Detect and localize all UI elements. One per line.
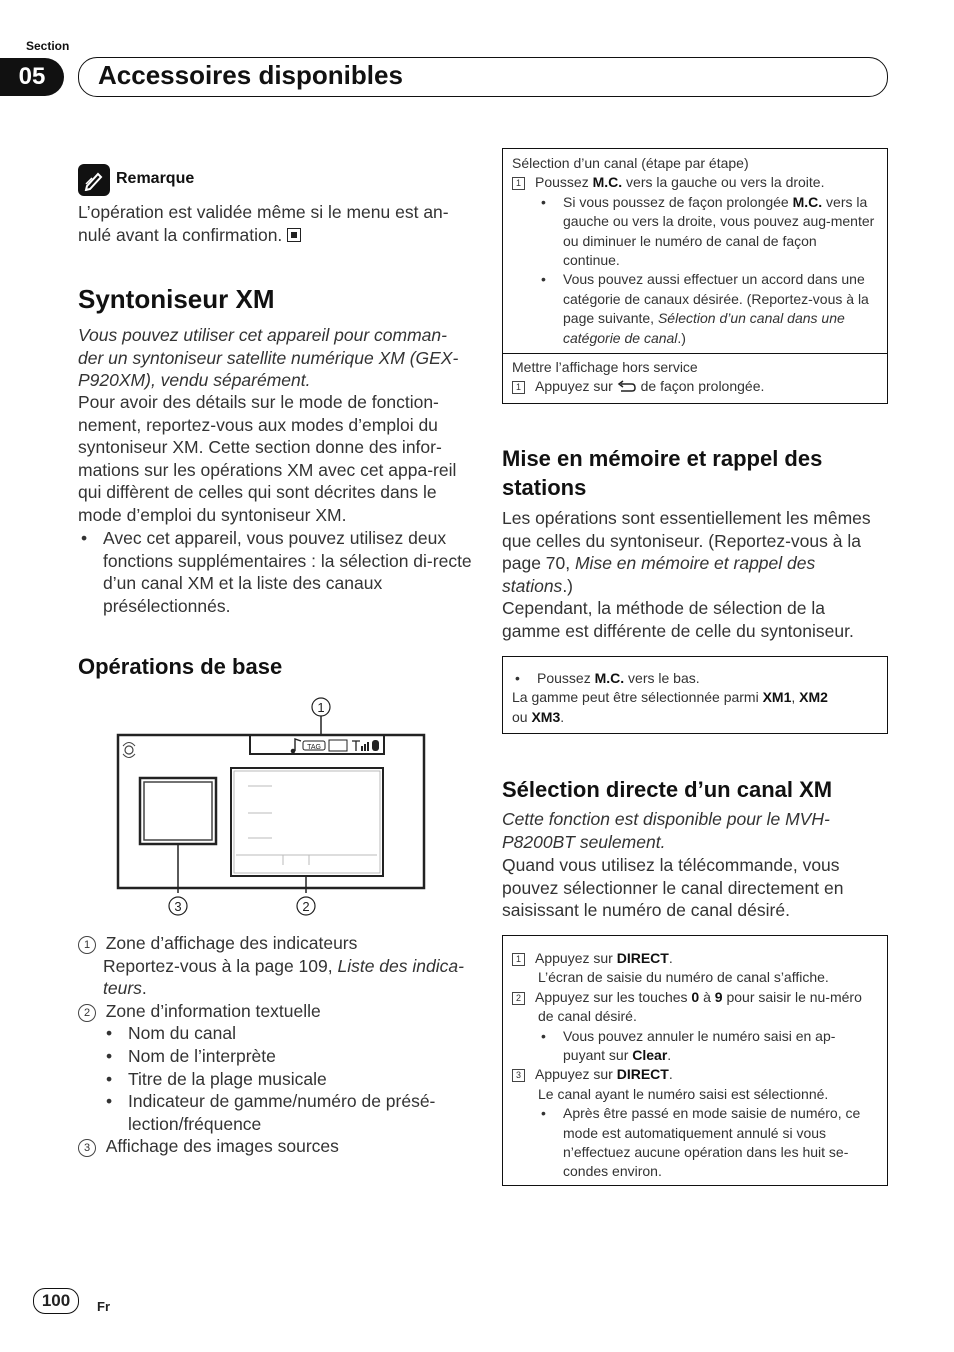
step-1: 1 Appuyez sur de façon prolongée. <box>512 377 876 398</box>
legend-number: 2 <box>78 1004 96 1022</box>
back-arrow-icon <box>617 379 637 398</box>
list-item: • Titre de la plage musicale <box>103 1068 468 1091</box>
intro-text: Pour avoir des détails sur le mode de fonction-nement, reportez-vous aux modes d’emploi du syntoniseur XM. Cette section donne des infor-mations sur les opérations XM avec cet appa-reil qui diffèrent de celles qui sont décrites dans le mode d’emploi du syntoniseur XM. <box>78 392 457 525</box>
step-bullet: • Après être passé en mode saisie de numéro, ce mode est automatiquement annulé si vous n’effectuez aucune opération dans les huit se-condes environ. <box>538 1104 876 1182</box>
signal-icon <box>352 740 379 751</box>
legend-item-1-reference: Reportez-vous à la page 109, Liste des indica-teurs. <box>103 955 464 999</box>
step-bullet: • Vous pouvez annuler le numéro saisi en ap-puyant sur Clear. <box>538 1027 876 1066</box>
legend-item-3: 3 Affichage des images sources <box>78 1135 468 1158</box>
procedure-box-band <box>502 656 888 734</box>
step-bullet: • Si vous poussez de façon prolongée M.C. vers la gauche ou vers la droite, vous pouvez aug-menter ou diminuer le numéro de canal de façon continue. <box>538 193 876 271</box>
subsection-title-memory: Mise en mémoire et rappel des stations <box>502 446 823 500</box>
direct-italic: Cette fonction est disponible pour le MVH-P8200BT seulement. <box>502 809 830 852</box>
list-item: • Nom de l’interprète <box>103 1045 468 1068</box>
xm-logo-icon <box>123 743 135 758</box>
subsection-title-operations: Opérations de base <box>78 654 283 679</box>
list-item: • Nom du canal <box>103 1022 468 1045</box>
subsection-title-direct: Sélection directe d’un canal XM <box>502 777 833 802</box>
callout-3: 3 <box>174 899 182 914</box>
step-bullet: • Poussez M.C. vers le bas. <box>512 669 876 688</box>
end-mark-icon <box>287 228 301 242</box>
callout-1: 1 <box>317 700 325 715</box>
page-number: 100 <box>33 1288 79 1314</box>
procedure-box-channel <box>502 148 888 404</box>
note-title: Remarque <box>116 170 195 187</box>
legend-number: 1 <box>78 936 96 954</box>
memory-paragraph-2: Cependant, la méthode de sélection de la gamme est différente de celle du syntoniseur. <box>502 598 854 641</box>
section-title: Accessoires disponibles <box>98 60 403 90</box>
legend-item-1: 1 Zone d’affichage des indicateurs <box>78 932 468 955</box>
band-options: La gamme peut être sélectionnée parmi XM1, XM2 ou XM3. <box>512 689 828 725</box>
step-bullet: • Vous pouvez aussi effectuer un accord dans une catégorie de canaux désirée. (Reportez-vous à la page suivante, Sélection d’un canal dans une catégorie de canal.) <box>538 270 876 348</box>
display-diagram <box>115 695 430 925</box>
step-1: 1 Appuyez sur DIRECT. <box>512 949 876 968</box>
step-1-result: L’écran de saisie du numéro de canal s’affiche. <box>538 969 829 986</box>
section-label: Section <box>26 39 70 53</box>
intro-bullet: • Avec cet appareil, vous pouvez utilisez deux fonctions supplémentaires : la sélection di-recte d’un canal XM et la liste des canaux présélectionnés. <box>78 527 493 617</box>
section-number: 05 <box>0 58 64 96</box>
intro-italic: Vous pouvez utiliser cet appareil pour comman-der un syntoniseur satellite numérique XM (GEX-P920XM), vendu séparément. <box>78 325 459 391</box>
pencil-icon <box>78 164 110 196</box>
legend-number: 3 <box>78 1139 96 1157</box>
box-heading: Sélection d’un canal (étape par étape) <box>512 155 749 171</box>
step-1: 1 Poussez M.C. vers la gauche ou vers la droite. <box>512 173 876 192</box>
procedure-box-direct <box>502 935 888 1186</box>
page-title: Syntoniseur XM <box>78 284 275 314</box>
legend-item-2: 2 Zone d’information textuelle <box>78 1000 468 1023</box>
box-divider <box>503 353 887 354</box>
box-heading: Mettre l’affichage hors service <box>512 359 698 375</box>
diagram-legend <box>78 932 468 1158</box>
callout-2: 2 <box>302 899 310 914</box>
music-note-icon <box>291 739 301 753</box>
step-3: 3 Appuyez sur DIRECT. <box>512 1065 876 1084</box>
step-3-result: Le canal ayant le numéro saisi est sélectionné. <box>538 1085 829 1102</box>
tag-indicator: TAG <box>307 744 321 751</box>
language-code: Fr <box>97 1299 110 1314</box>
step-2: 2 Appuyez sur les touches 0 à 9 pour saisir le nu-méro de canal désiré. <box>512 988 876 1027</box>
list-item: • Indicateur de gamme/numéro de présé-lection/fréquence <box>103 1090 468 1135</box>
memory-paragraph: Les opérations sont essentiellement les mêmes que celles du syntoniseur. (Reportez-vous à la page 70, Mise en mémoire et rappel des stations.) <box>502 508 871 596</box>
direct-paragraph: Quand vous utilisez la télécommande, vous pouvez sélectionner le canal directement en saisissant le numéro de canal désiré. <box>502 855 844 921</box>
note-text: L’opération est validée même si le menu est an-nulé avant la confirmation. <box>78 202 449 245</box>
